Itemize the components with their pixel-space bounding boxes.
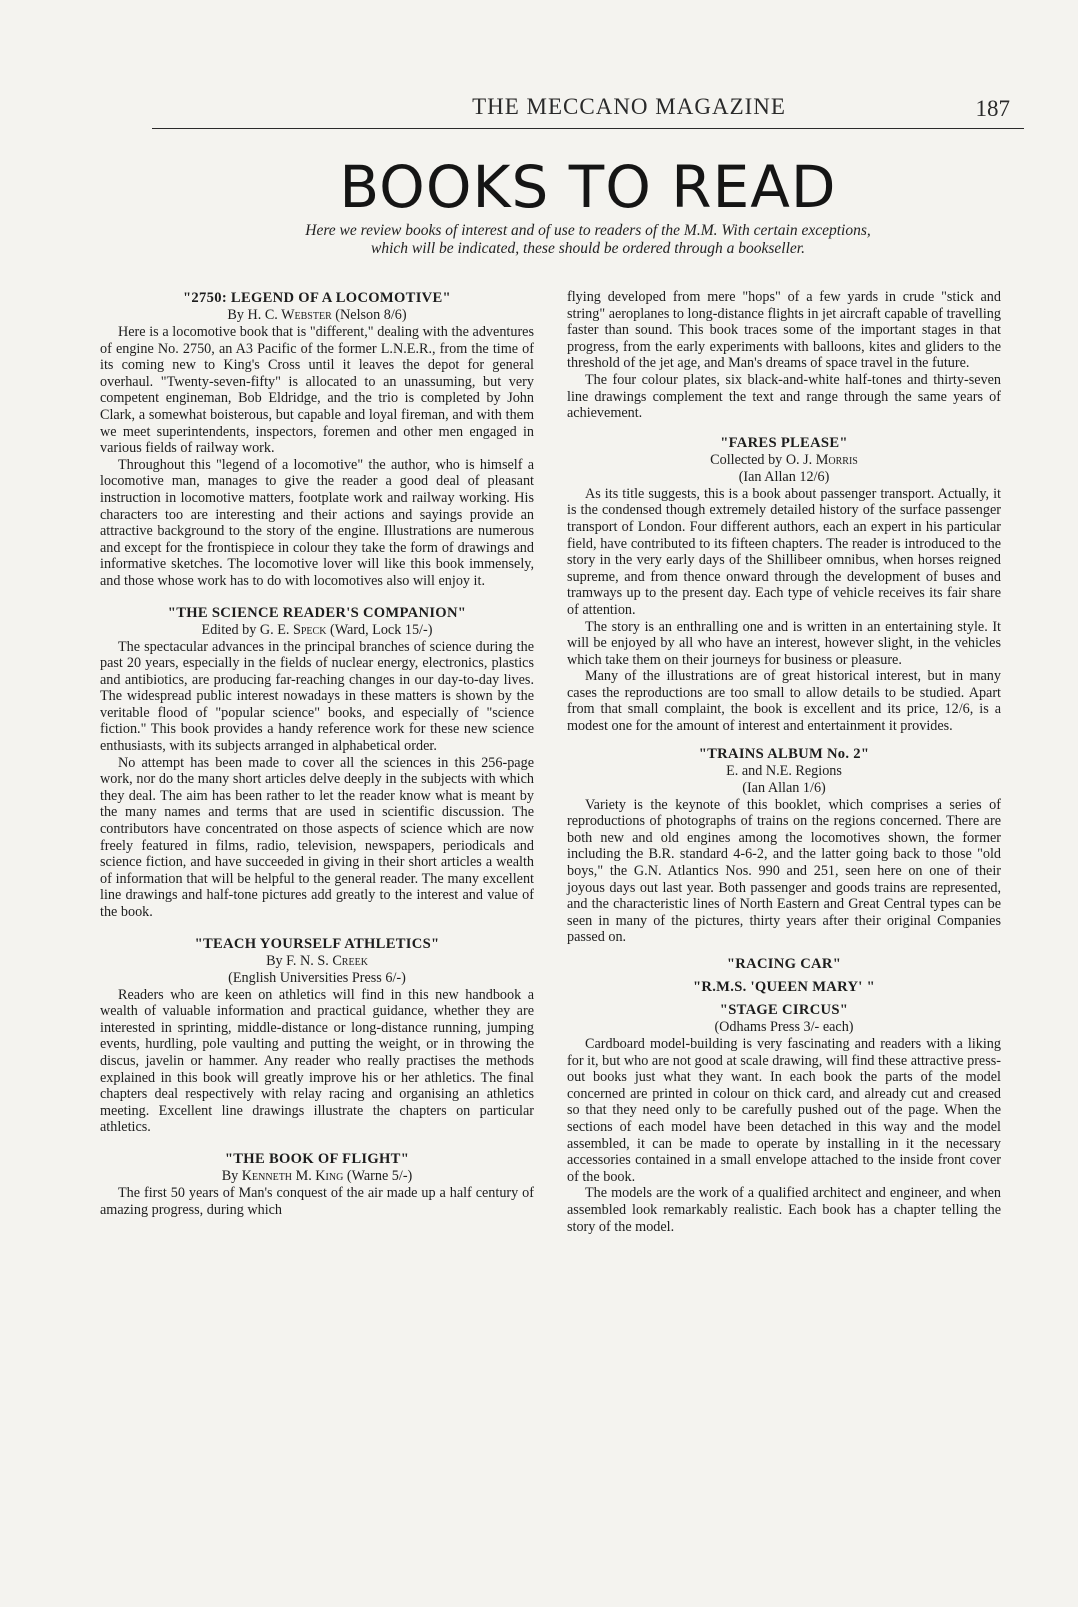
magazine-title: THE MECCANO MAGAZINE	[472, 94, 786, 119]
review-heading: "TEACH YOURSELF ATHLETICS"	[194, 935, 440, 952]
intro-line-2: which will be indicated, these should be ordered through a bookseller.	[371, 240, 805, 257]
page-title: BOOKS TO READ	[339, 153, 837, 221]
paragraph: The four colour plates, six black-and-white half-tones and thirty-seven line drawings complement the text and range through the same years of achievement.	[567, 371, 1001, 422]
review-teach-yourself-athletics	[100, 935, 534, 1136]
publisher: (Ward, Lock 15/-)	[326, 621, 433, 638]
paragraph: The first 50 years of Man's conquest of the air made up a half century of amazing progress, during which	[100, 1184, 534, 1218]
paragraph: Cardboard model-building is very fascinating and readers with a liking for it, but who are not good at scale drawing, will find these attractive press-out books just what they want. In each book the parts of the model concerned are printed in colour on thick card, and already cut and creased so that they need only to be carefully pushed out of the page. When the sections of each model have been detached in this way and the model assembled, it can be made to operate by installing in it the necessary accessories contained in a small envelope attached to the inside front cover of the book.	[567, 1036, 1001, 1185]
intro-line-1: Here we review books of interest and of use to readers of the M.M. With certain exceptions,	[305, 222, 871, 239]
publisher: (Ian Allan 12/6)	[738, 468, 830, 485]
running-head	[152, 94, 1024, 129]
author-name: F. N. S. Creek	[286, 952, 368, 969]
review-byline	[567, 452, 1001, 469]
review-fares-please	[567, 434, 1001, 735]
review-heading: "STAGE CIRCUS"	[719, 1002, 849, 1018]
review-2750	[100, 289, 534, 590]
byline-prefix: By	[221, 1167, 242, 1184]
review-heading: "TRAINS ALBUM No. 2"	[698, 745, 870, 762]
publisher: (Odhams Press 3/- each)	[714, 1019, 854, 1035]
review-book-of-flight-continued	[567, 289, 1001, 422]
page-number: 187	[975, 96, 1010, 121]
paragraph: Readers who are keen on athletics will find in this new handbook a wealth of valuable information and practical guidance, whether they are interested in sprinting, middle-distance or long-distance running, jumping events, hurdling, pole vaulting and putting the weight, or in throwing the discus, javelin or hammer. Any reader who really practises the methods explained in this book will greatly improve his or her athletics. The final chapters deal respectively with relay racing and organising an athletics meeting. Excellent line drawings illustrate the chapters on particular athletics.	[100, 986, 534, 1136]
review-science-readers-companion	[100, 604, 534, 921]
byline-prefix: Collected by	[710, 451, 786, 468]
author-name: O. J. Morris	[785, 451, 858, 468]
byline-prefix: Edited by	[201, 621, 260, 638]
review-odhams-cardboard-models	[567, 955, 1001, 1235]
review-byline	[100, 622, 534, 639]
publisher: (Warne 5/-)	[343, 1167, 413, 1184]
paragraph: The story is an enthralling one and is written in an entertaining style. It will be enjoyed by all who have an interest, however slight, in the vehicles which take them on their journeys for business or pleasure.	[567, 618, 1001, 668]
paragraph: flying developed from mere "hops" of a few yards in crude "stick and string" aeroplanes to long-distance flights in jet aircraft capable of travelling faster than sound. This book traces some of the important stages in that progress, from the early experiments with balloons, kites and gliders to the threshold of the jet age, and Man's dreams of space travel in the future.	[567, 289, 1001, 372]
review-heading: "THE SCIENCE READER'S COMPANION"	[167, 604, 467, 621]
paragraph: Throughout this "legend of a locomotive" the author, who is himself a locomotive man, manages to give the reader a good deal of pleasant instruction in locomotive matters, footplate work and railway working. His characters too are interesting and their actions and sayings provide an attractive background to the story of the engine. Illustrations are numerous and except for the frontispiece in colour they take the form of drawings and informative sketches. The locomotive lover will like this book immensely, and those whose work has to do with locomotives also will enjoy it.	[100, 456, 534, 589]
review-heading: "R.M.S. 'QUEEN MARY' "	[692, 979, 875, 995]
review-book-of-flight	[100, 1150, 534, 1218]
review-heading: "THE BOOK OF FLIGHT"	[224, 1150, 410, 1167]
review-trains-album	[567, 745, 1001, 946]
review-byline	[100, 307, 534, 324]
review-byline	[100, 1168, 534, 1185]
review-heading: "2750: LEGEND OF A LOCOMOTIVE"	[183, 290, 451, 306]
review-subtitle: E. and N.E. Regions	[726, 762, 842, 779]
review-byline	[100, 953, 534, 970]
byline-prefix: By	[227, 307, 248, 323]
author-name: G. E. Speck	[259, 621, 327, 638]
review-heading: "RACING CAR"	[726, 956, 842, 972]
review-heading: "FARES PLEASE"	[720, 434, 848, 451]
paragraph: The models are the work of a qualified architect and engineer, and when assembled look remarkably realistic. Each book has a chapter telling the story of the model.	[567, 1185, 1001, 1235]
paragraph: As its title suggests, this is a book about passenger transport. Actually, it is the condensed though extremely detailed history of the surface passenger transport of London. Four different authors, each an expert in his particular field, have contributed to its fifteen chapters. The reader is introduced to the story in the very early days of the Shillibeer omnibus, when horses reigned supreme, and from thence onward through the development of buses and tramways up to the present day. Each type of vehicle receives its fair share of attention.	[567, 485, 1001, 618]
byline-prefix: By	[266, 952, 287, 969]
intro-text	[152, 222, 1024, 258]
right-column	[567, 289, 1001, 1235]
publisher: (English Universities Press 6/-)	[228, 969, 406, 986]
publisher: (Nelson 8/6)	[331, 307, 407, 323]
paragraph: Variety is the keynote of this booklet, which comprises a series of reproductions of photographs of trains on the regions concerned. There are both new and old engines among the locomotives shown, the former including the B.R. standard 4-6-2, and the latter going back to those "old boys," the G.N. Atlantics Nos. 990 and 251, seen here on one of their joyous days out last year. Both passenger and goods trains are represented, and the characteristic lines of North Eastern and Great Central types can be seen in many of the pictures, thirty years after their original Companies passed on.	[567, 796, 1001, 946]
paragraph: No attempt has been made to cover all the sciences in this 256-page work, nor do the many short articles delve deeply in the subjects with which they deal. The aim has been rather to let the reader know what is meant by the many names and terms that are used in scientific discussion. The contributors have concentrated on those aspects of science which are now freely featured in films, radio, television, newspapers, periodicals and science fiction, and have succeeded in giving in their short articles a wealth of information that will be helpful to the general reader. The many excellent line drawings and half-tone pictures add greatly to the interest and value of the book.	[100, 754, 534, 920]
paragraph: Here is a locomotive book that is "different," dealing with the adventures of engine No. 2750, an A3 Pacific of the former L.N.E.R., from the time of its coming new to King's Cross until it leaves the depot for general overhaul. "Twenty-seven-fifty" is allocated to an unassuming, but very competent engineman, Bob Eldridge, and the trio is completed by John Clark, a somewhat boisterous, but capable and loyal fireman, and with them we meet superintendents, inspectors, foremen and other men engaged in various fields of railway work.	[100, 324, 534, 457]
paragraph: Many of the illustrations are of great historical interest, but in many cases the reproductions are too small to allow details to be studied. Apart from that small complaint, the book is excellent and its price, 12/6, is a modest one for the amount of interest and entertainment it provides.	[567, 668, 1001, 735]
publisher: (Ian Allan 1/6)	[742, 779, 826, 796]
author-name: Kenneth M. King	[241, 1167, 344, 1184]
author-name: H. C. Webster	[247, 307, 332, 323]
left-column	[100, 289, 534, 1218]
paragraph: The spectacular advances in the principal branches of science during the past 20 years, especially in the fields of nuclear energy, electronics, plastics and antibiotics, are producing far-reaching changes in our day-to-day lives. The widespread public interest nowadays in these matters is shown by the veritable flood of "popular science" books, and especially of "science fiction." This book provides a handy reference work for these new science enthusiasts, with its subjects arranged in alphabetical order.	[100, 638, 534, 755]
